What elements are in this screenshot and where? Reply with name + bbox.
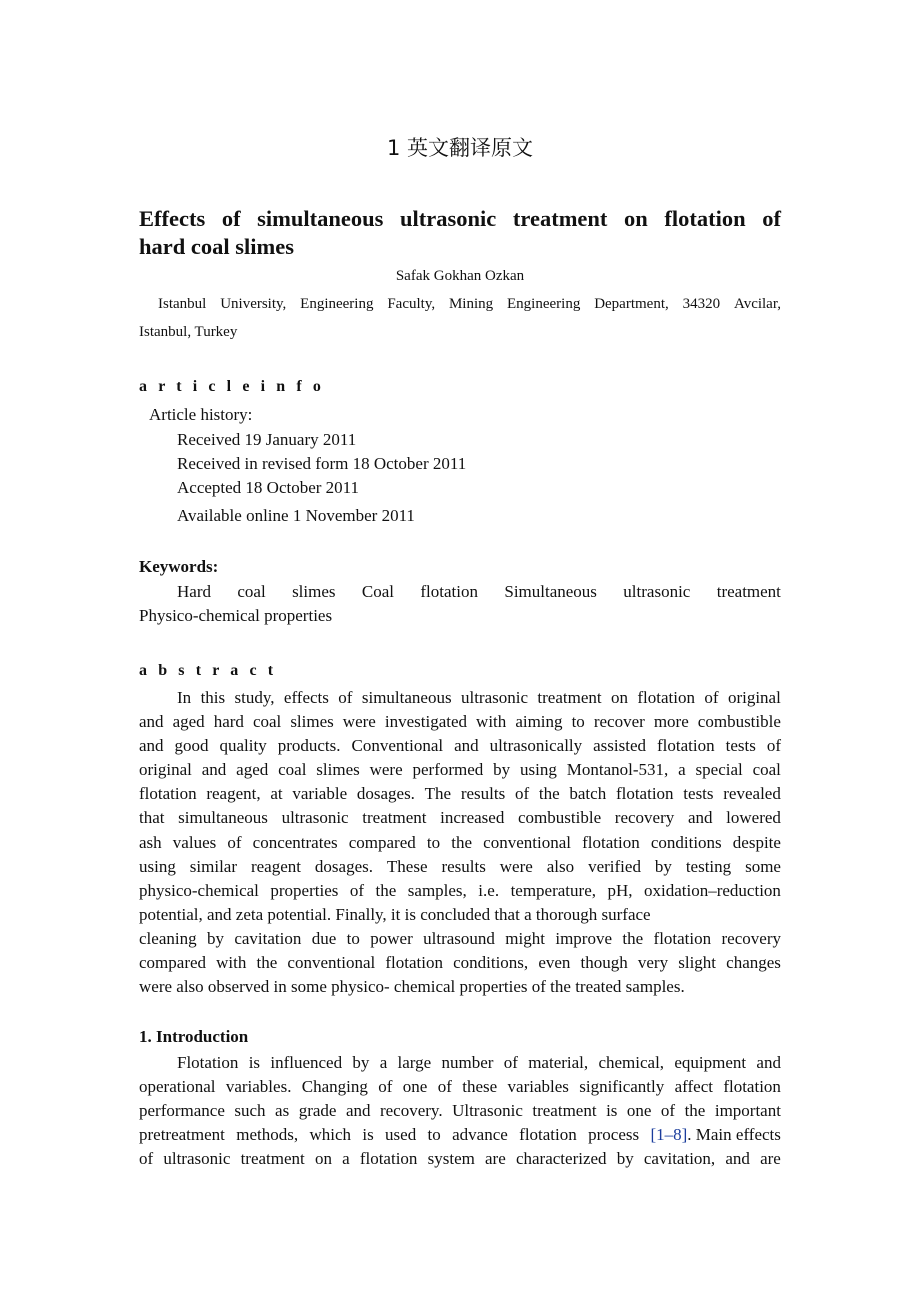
word: the — [256, 953, 278, 973]
word: is — [248, 1053, 261, 1072]
text-line — [177, 1051, 781, 1075]
word: ultrasonic — [281, 808, 349, 828]
word: reagent, — [206, 784, 261, 804]
word: flotation — [139, 784, 197, 804]
word: system — [427, 1149, 475, 1169]
word: conditions, — [453, 953, 529, 973]
word: flotation — [359, 1149, 418, 1169]
title-line-2: hard coal slimes — [139, 234, 294, 259]
word: some — [745, 856, 781, 876]
word: on — [611, 688, 628, 707]
introduction-heading: 1. Introduction — [139, 1027, 249, 1046]
word: ultrasonic — [163, 1149, 231, 1169]
citation-tail: . Main effects — [687, 1125, 781, 1145]
word: of — [766, 736, 781, 756]
title-word: Effects — [139, 206, 206, 231]
word: process — [588, 1125, 640, 1145]
word: flotation — [582, 832, 640, 852]
word: assisted — [593, 736, 647, 756]
word: flotation — [519, 1125, 577, 1145]
word: characterized — [515, 1149, 607, 1169]
word: large — [397, 1053, 432, 1072]
text-line — [139, 734, 781, 758]
word: aged — [172, 712, 205, 732]
word: original — [139, 760, 192, 780]
word: cleaning — [139, 928, 197, 948]
word: ash — [139, 832, 162, 852]
word: that — [139, 808, 165, 828]
word: also — [546, 856, 575, 876]
word: simultaneous — [361, 688, 452, 707]
title-word: simultaneous — [257, 206, 384, 231]
word: variable — [292, 784, 348, 804]
word: slimes — [290, 712, 334, 732]
chinese-heading: 1 英文翻译原文 — [386, 136, 534, 160]
text-line — [139, 927, 781, 951]
word: the — [622, 928, 644, 948]
word: i.e. — [478, 880, 500, 900]
affiliation-word: University, — [220, 296, 287, 312]
text-line — [139, 1075, 781, 1099]
word: cavitation — [234, 928, 302, 948]
word: treatment — [240, 1149, 305, 1169]
title-word: of — [221, 206, 241, 231]
word: coal — [752, 760, 781, 780]
text-line — [139, 710, 781, 734]
text-line — [139, 758, 781, 782]
text-line: potential, and zeta potential. Finally, it is concluded that a thorough surface — [139, 904, 651, 924]
word: which — [309, 1125, 351, 1145]
keyword-word: treatment — [716, 582, 781, 601]
word: flotation — [385, 953, 443, 973]
word: such — [234, 1101, 266, 1121]
word: original — [727, 688, 781, 707]
text-line — [139, 879, 781, 903]
word: ultrasound — [423, 928, 495, 948]
word: the — [375, 880, 397, 900]
word: reagent — [250, 856, 301, 876]
affiliation-word: Istanbul — [158, 296, 207, 312]
word: power — [370, 928, 413, 948]
word: good — [174, 736, 209, 756]
text-line — [139, 831, 781, 855]
word: flotation — [615, 784, 674, 804]
word: a — [379, 1053, 388, 1072]
affiliation-word: 34320 — [682, 296, 721, 312]
title-line-1 — [139, 205, 781, 233]
word: conditions — [650, 832, 722, 852]
word: of — [378, 1077, 393, 1097]
word: of — [139, 1149, 154, 1169]
word: These — [386, 856, 428, 876]
word: results — [441, 856, 486, 876]
word: physico-chemical — [139, 880, 259, 900]
word: cavitation, — [643, 1149, 716, 1169]
word: more — [653, 712, 689, 732]
text-line: were also observed in some physico- chemical properties of the treated samples. — [139, 977, 685, 997]
word: results — [460, 784, 506, 804]
word: affect — [674, 1077, 713, 1097]
word: increased — [440, 808, 505, 828]
word: material, — [528, 1053, 589, 1072]
word: Montanol-531, — [566, 760, 669, 780]
word: conventional — [483, 832, 571, 852]
word: performed — [412, 760, 484, 780]
abstract-body — [139, 686, 781, 999]
word: quality — [219, 736, 267, 756]
word: ultrasonic — [460, 688, 529, 707]
word: very — [637, 953, 669, 973]
affiliation-word: Engineering — [300, 296, 374, 312]
word: flotation — [723, 1077, 781, 1097]
citation-group — [650, 1123, 780, 1147]
affiliation-word: Faculty, — [387, 296, 436, 312]
word: and — [725, 1149, 750, 1169]
word: with — [476, 712, 507, 732]
title-word: ultrasonic — [400, 206, 497, 231]
word: tests — [725, 736, 756, 756]
word: dosages. — [314, 856, 373, 876]
keyword-word: coal — [237, 582, 266, 601]
word: flotation — [637, 688, 695, 707]
word: of — [227, 832, 242, 852]
word: grade — [298, 1101, 337, 1121]
word: were — [342, 712, 376, 732]
word: a — [342, 1149, 350, 1169]
word: equipment — [674, 1053, 747, 1072]
word: temperature, — [510, 880, 596, 900]
word: of — [437, 1077, 452, 1097]
word: one — [402, 1077, 428, 1097]
word: influenced — [270, 1053, 343, 1072]
word: Changing — [301, 1077, 368, 1097]
word: were — [369, 760, 403, 780]
paper-title — [139, 205, 781, 261]
text-line — [139, 951, 781, 975]
word: methods, — [236, 1125, 299, 1145]
word: tests — [683, 784, 714, 804]
word: verified — [588, 856, 641, 876]
word: pH, — [607, 880, 633, 900]
word: ultrasonically — [489, 736, 583, 756]
word: aged — [236, 760, 269, 780]
word: and — [139, 736, 164, 756]
text-line — [139, 782, 781, 806]
word: and — [756, 1053, 781, 1072]
word: the — [451, 832, 473, 852]
word: at — [270, 784, 283, 804]
affiliation-word: Engineering — [507, 296, 581, 312]
word: pretreatment — [139, 1125, 225, 1145]
word: advance — [452, 1125, 508, 1145]
word: one — [626, 1101, 652, 1121]
keyword-word: flotation — [420, 582, 478, 601]
affiliation-word: Department, — [594, 296, 669, 312]
word: changes — [726, 953, 781, 973]
word: The — [424, 784, 452, 804]
word: compared — [348, 832, 416, 852]
word: is — [362, 1125, 374, 1145]
word: using — [520, 760, 557, 780]
word: of — [660, 1101, 676, 1121]
word: improve — [555, 928, 612, 948]
keyword-word: ultrasonic — [623, 582, 691, 601]
keyword-word: Coal — [361, 582, 394, 601]
author-name: Safak Gokhan Ozkan — [395, 268, 525, 284]
word: values — [172, 832, 217, 852]
word: oxidation–reduction — [644, 880, 781, 900]
title-word: on — [624, 206, 648, 231]
history-accepted: Accepted 18 October 2011 — [177, 478, 360, 497]
word: to — [346, 928, 360, 948]
word: used — [385, 1125, 417, 1145]
word: are — [760, 1149, 781, 1169]
abstract-label: a b s t r a c t — [139, 662, 277, 679]
history-available-online: Available online 1 November 2011 — [177, 506, 415, 525]
article-history-label: Article history: — [149, 405, 253, 424]
word: with — [216, 953, 247, 973]
keyword-word: Hard — [177, 582, 211, 601]
word: of — [503, 1053, 518, 1072]
word: slimes — [316, 760, 360, 780]
affiliation-line-2: Istanbul, Turkey — [139, 324, 238, 340]
word: and — [454, 736, 479, 756]
word: though — [580, 953, 628, 973]
word: variables. — [225, 1077, 292, 1097]
affiliation-word: Avcilar, — [733, 296, 781, 312]
text-line — [139, 806, 781, 830]
word: using — [139, 856, 176, 876]
word: and — [687, 808, 713, 828]
word: important — [714, 1101, 781, 1121]
word: Flotation — [177, 1053, 239, 1072]
word: the — [538, 784, 560, 804]
affiliation-word: Mining — [448, 296, 494, 312]
word: by — [206, 928, 224, 948]
article-info-label: a r t i c l e i n f o — [139, 378, 325, 395]
word: investigated — [384, 712, 468, 732]
word: simultaneous — [178, 808, 268, 828]
word: to — [427, 1125, 441, 1145]
word: are — [485, 1149, 506, 1169]
word: combustible — [518, 808, 602, 828]
word: and — [139, 712, 164, 732]
text-line — [177, 686, 781, 710]
word: compared — [139, 953, 207, 973]
word: recovery. — [379, 1101, 443, 1121]
keywords-label: Keywords: — [139, 557, 219, 576]
word: on — [314, 1149, 332, 1169]
word: due — [311, 928, 337, 948]
word: even — [538, 953, 571, 973]
word: treatment — [532, 1101, 597, 1121]
title-word: flotation — [664, 206, 746, 231]
word: to — [426, 832, 441, 852]
word: is — [606, 1101, 618, 1121]
word: coal — [252, 712, 282, 732]
word: recovery — [721, 928, 781, 948]
word: Conventional — [351, 736, 444, 756]
word: chemical, — [598, 1053, 665, 1072]
text-line — [139, 855, 781, 879]
word: flotation — [657, 736, 715, 756]
history-revised: Received in revised form 18 October 2011 — [177, 454, 467, 473]
word: slight — [678, 953, 717, 973]
history-received: Received 19 January 2011 — [177, 430, 357, 449]
affiliation-line-1 — [158, 296, 781, 313]
word: of — [349, 880, 365, 900]
word: by — [352, 1053, 370, 1072]
title-word: of — [762, 206, 781, 231]
keyword-word: Simultaneous — [504, 582, 597, 601]
word: these — [462, 1077, 498, 1097]
word: Ultrasonic — [452, 1101, 523, 1121]
word: treatment — [362, 808, 427, 828]
keyword-word: slimes — [292, 582, 336, 601]
word: this — [200, 688, 226, 707]
word: concentrates — [252, 832, 338, 852]
word: might — [505, 928, 545, 948]
word: effects — [283, 688, 329, 707]
word: combustible — [697, 712, 781, 732]
title-word: treatment — [512, 206, 608, 231]
word: and — [345, 1101, 371, 1121]
word: despite — [732, 832, 781, 852]
word: by — [616, 1149, 634, 1169]
word: were — [499, 856, 533, 876]
word: performance — [139, 1101, 225, 1121]
word: samples, — [407, 880, 467, 900]
word: testing — [685, 856, 732, 876]
word: In — [177, 688, 192, 707]
word: products. — [277, 736, 341, 756]
word: batch — [569, 784, 607, 804]
word: conventional — [287, 953, 376, 973]
keywords-line-2: Physico-chemical properties — [139, 606, 333, 625]
word: of — [338, 688, 353, 707]
text-line — [139, 1099, 781, 1123]
word: variables — [507, 1077, 569, 1097]
word: study, — [234, 688, 275, 707]
word: similar — [189, 856, 237, 876]
text-line — [139, 1123, 781, 1147]
citation-link[interactable]: [1–8] — [650, 1125, 688, 1145]
word: the — [684, 1101, 706, 1121]
word: and — [201, 760, 227, 780]
introduction-body — [139, 1051, 781, 1171]
word: hard — [213, 712, 244, 732]
word: of — [514, 784, 530, 804]
word: a — [678, 760, 686, 780]
word: special — [695, 760, 743, 780]
word: flotation — [653, 928, 712, 948]
word: by — [654, 856, 672, 876]
word: operational — [139, 1077, 216, 1097]
word: treatment — [537, 688, 602, 707]
word: as — [275, 1101, 290, 1121]
word: recover — [593, 712, 645, 732]
word: by — [493, 760, 511, 780]
word: recovery — [614, 808, 675, 828]
word: number — [441, 1053, 494, 1072]
word: to — [571, 712, 585, 732]
word: of — [704, 688, 719, 707]
word: revealed — [723, 784, 781, 804]
word: significantly — [579, 1077, 665, 1097]
word: lowered — [726, 808, 781, 828]
text-line — [139, 1147, 781, 1171]
word: properties — [270, 880, 339, 900]
word: dosages. — [356, 784, 415, 804]
keywords-line-1 — [177, 582, 781, 602]
word: aiming — [515, 712, 563, 732]
word: coal — [278, 760, 307, 780]
